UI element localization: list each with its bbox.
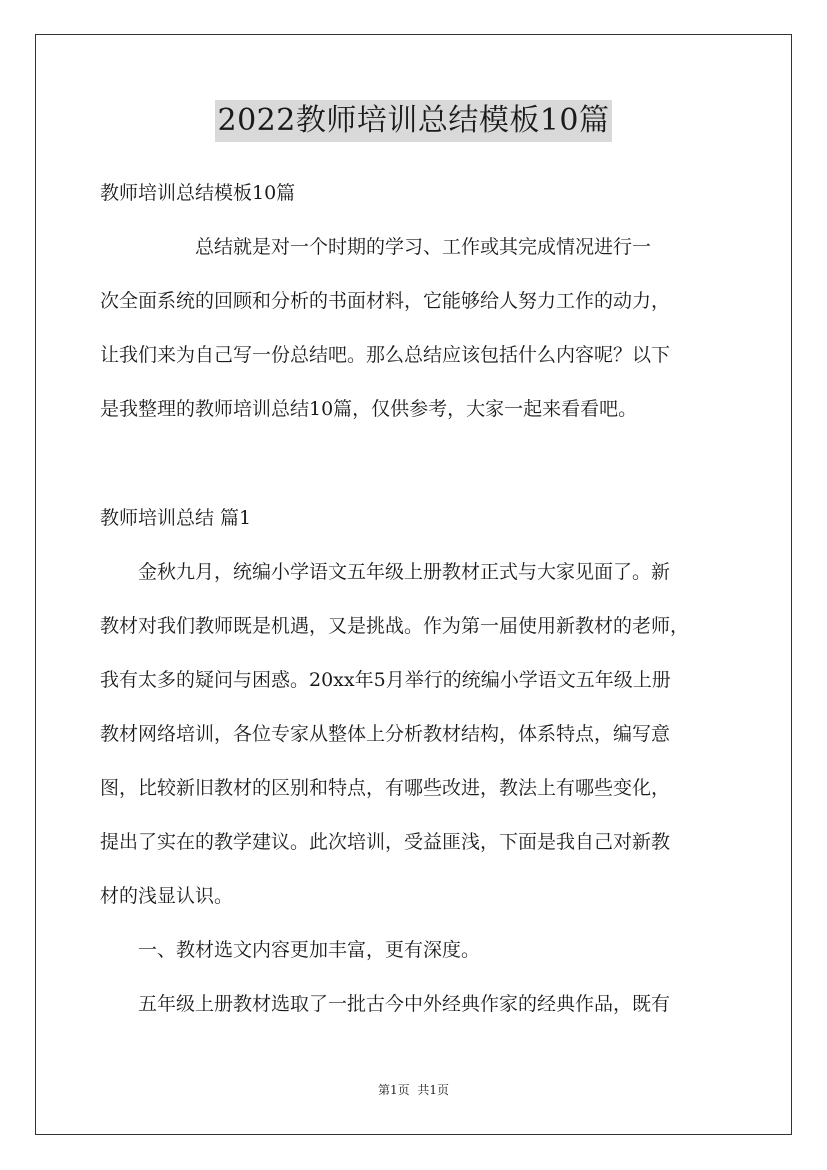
section-line-4: 教材网络培训，各位专家从整体上分析教材结构，体系特点，编写意 xyxy=(100,723,671,745)
page-footer xyxy=(0,1082,827,1098)
section-line-5: 图，比较新旧教材的区别和特点，有哪些改进，教法上有哪些变化， xyxy=(100,777,671,799)
section-line-2: 教材对我们教师既是机遇，又是挑战。作为第一届使用新教材的老师， xyxy=(100,615,690,637)
point-one-heading: 一、教材选文内容更加丰富，更有深度。 xyxy=(100,939,481,961)
section-line-1: 金秋九月，统编小学语文五年级上册教材正式与大家见面了。新 xyxy=(100,561,671,583)
intro-line-1: 总结就是对一个时期的学习、工作或其完成情况进行一 xyxy=(100,236,652,258)
section-heading: 教师培训总结 篇1 xyxy=(100,507,252,529)
intro-line-3: 让我们来为自己写一份总结吧。那么总结应该包括什么内容呢？以下 xyxy=(100,344,671,366)
section-line-3: 我有太多的疑问与困惑。20xx年5月举行的统编小学语文五年级上册 xyxy=(100,669,671,691)
title-container xyxy=(0,100,827,142)
section-line-6: 提出了实在的教学建议。此次培训，受益匪浅，下面是我自己对新教 xyxy=(100,831,671,853)
intro-line-4: 是我整理的教师培训总结10篇，仅供参考，大家一起来看看吧。 xyxy=(100,398,638,420)
intro-line-2: 次全面系统的回顾和分析的书面材料，它能够给人努力工作的动力， xyxy=(100,290,671,312)
page-total: 共1页 xyxy=(417,1083,450,1097)
point-one-line-1: 五年级上册教材选取了一批古今中外经典作家的经典作品，既有 xyxy=(100,993,671,1015)
document-title: 2022教师培训总结模板10篇 xyxy=(215,100,611,142)
page-number: 第1页 xyxy=(377,1083,410,1097)
section-line-7: 材的浅显认识。 xyxy=(100,885,234,907)
document-subtitle: 教师培训总结模板10篇 xyxy=(100,182,296,204)
